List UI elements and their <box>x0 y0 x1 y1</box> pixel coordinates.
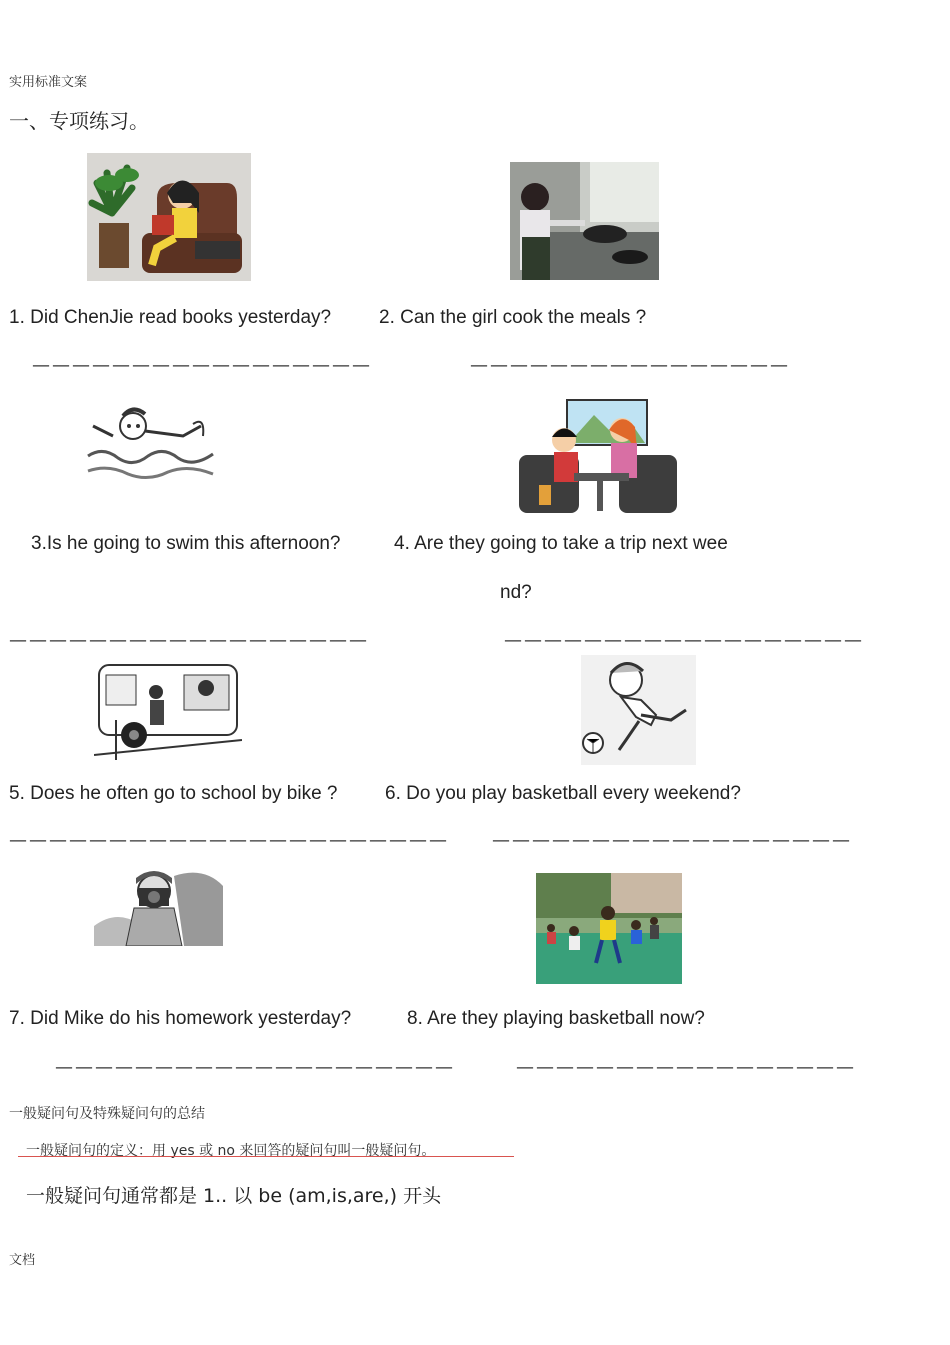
answer-line-7[interactable]: ———————————————————— <box>55 1057 455 1078</box>
section-title: 一、专项练习。 <box>9 109 149 133</box>
answer-line-6[interactable]: —————————————————— <box>492 830 852 851</box>
girl-cooking-photo <box>510 162 659 280</box>
summary-rule: 一般疑问句通常都是 1.. 以 be (am,is,are,) 开头 <box>26 1185 442 1207</box>
question-8: 8. Are they playing basketball now? <box>407 1008 705 1029</box>
question-3: 3.Is he going to swim this afternoon? <box>31 533 341 554</box>
bus-scene-icon <box>94 660 242 761</box>
boy-swimming-icon <box>83 396 217 488</box>
question-4-continued: nd? <box>500 582 532 603</box>
question-6: 6. Do you play basketball every weekend? <box>385 783 741 804</box>
summary-heading: 一般疑问句及特殊疑问句的总结 <box>9 1106 205 1122</box>
page-header: 实用标准文案 <box>9 75 88 90</box>
girl-reading-icon <box>87 153 251 281</box>
boy-camera-icon <box>94 866 223 946</box>
question-4: 4. Are they going to take a trip next wee <box>394 533 728 554</box>
kids-playing-ball-photo <box>536 873 682 984</box>
summary-definition: 一般疑问句的定义：用 yes 或 no 来回答的疑问句叫一般疑问句。 <box>26 1143 436 1159</box>
definition-underline <box>18 1156 514 1157</box>
answer-line-2[interactable]: ———————————————— <box>470 355 790 376</box>
answer-line-1[interactable]: ————————————————— <box>32 355 372 376</box>
question-7: 7. Did Mike do his homework yesterday? <box>9 1008 352 1029</box>
answer-line-8[interactable]: ————————————————— <box>516 1057 856 1078</box>
boy-soccer-icon <box>581 655 696 765</box>
question-5: 5. Does he often go to school by bike ? <box>9 783 338 804</box>
page-footer: 文档 <box>9 1253 36 1268</box>
answer-line-4[interactable]: —————————————————— <box>504 630 864 651</box>
answer-line-3[interactable]: —————————————————— <box>9 630 369 651</box>
question-1: 1. Did ChenJie read books yesterday? <box>9 307 332 328</box>
answer-line-5[interactable]: —————————————————————— <box>9 830 449 851</box>
two-girls-trip-icon <box>519 395 677 513</box>
question-2: 2. Can the girl cook the meals ? <box>379 307 647 328</box>
